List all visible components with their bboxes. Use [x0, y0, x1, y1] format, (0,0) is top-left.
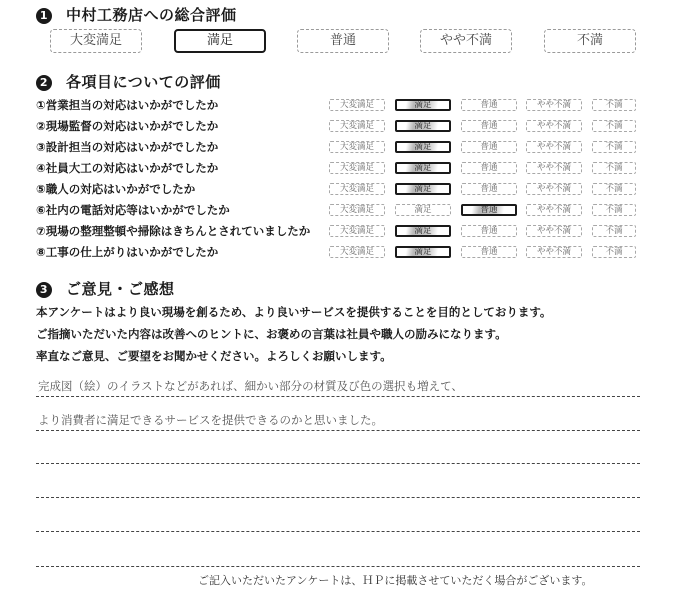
rating-option-q7-3[interactable]: 普通 [461, 225, 517, 237]
rating-option-q6-3[interactable]: 普通 [461, 204, 517, 216]
rating-option-q8-3[interactable]: 普通 [461, 246, 517, 258]
overall-option-1[interactable]: 大変満足 [50, 29, 142, 53]
section-2-title: 各項目についての評価 [66, 73, 221, 91]
section-1-title: 中村工務店への総合評価 [66, 6, 237, 24]
comment-ruled-line [36, 497, 640, 498]
rating-option-q2-1[interactable]: 大変満足 [329, 120, 385, 132]
rating-option-q1-4[interactable]: やや不満 [526, 99, 582, 111]
intro-line-2: ご指摘いただいた内容は改善へのヒントに、お褒めの言葉は社員や職人の励みになります。 [36, 327, 507, 341]
question-label-7: ⑦現場の整理整頓や掃除はきちんとされていましたか [36, 224, 311, 238]
question-label-3: ③設計担当の対応はいかがでしたか [36, 140, 219, 154]
rating-option-q1-3[interactable]: 普通 [461, 99, 517, 111]
rating-option-q5-4[interactable]: やや不満 [526, 183, 582, 195]
rating-option-q3-4[interactable]: やや不満 [526, 141, 582, 153]
rating-option-q3-3[interactable]: 普通 [461, 141, 517, 153]
rating-option-q8-4[interactable]: やや不満 [526, 246, 582, 258]
rating-option-q2-2[interactable]: 満足 [395, 120, 451, 132]
rating-option-q4-5[interactable]: 不満 [592, 162, 636, 174]
rating-option-q7-2[interactable]: 満足 [395, 225, 451, 237]
section-number-badge: 1 [36, 8, 52, 24]
rating-option-q7-5[interactable]: 不満 [592, 225, 636, 237]
question-label-2: ②現場監督の対応はいかがでしたか [36, 119, 219, 133]
rating-option-q1-1[interactable]: 大変満足 [329, 99, 385, 111]
question-label-6: ⑥社内の電話対応等はいかがでしたか [36, 203, 230, 217]
intro-line-3: 率直なご意見、ご要望をお聞かせください。よろしくお願いします。 [36, 349, 392, 363]
comment-text-line-2: より消費者に満足できるサービスを提供できるのかと思いました。 [38, 413, 383, 427]
overall-option-3[interactable]: 普通 [297, 29, 389, 53]
section-number-badge: 3 [36, 282, 52, 298]
rating-option-q6-1[interactable]: 大変満足 [329, 204, 385, 216]
section-number-badge: 2 [36, 75, 52, 91]
rating-option-q2-3[interactable]: 普通 [461, 120, 517, 132]
rating-option-q6-5[interactable]: 不満 [592, 204, 636, 216]
rating-option-q3-5[interactable]: 不満 [592, 141, 636, 153]
rating-option-q8-5[interactable]: 不満 [592, 246, 636, 258]
comment-ruled-line [36, 430, 640, 431]
rating-option-q1-5[interactable]: 不満 [592, 99, 636, 111]
rating-option-q2-4[interactable]: やや不満 [526, 120, 582, 132]
comment-ruled-line [36, 463, 640, 464]
rating-option-q3-2[interactable]: 満足 [395, 141, 451, 153]
rating-option-q5-5[interactable]: 不満 [592, 183, 636, 195]
comment-ruled-line [36, 396, 640, 397]
section-3-title: ご意見・ご感想 [66, 280, 175, 298]
rating-option-q4-1[interactable]: 大変満足 [329, 162, 385, 174]
section-1-heading [36, 4, 237, 25]
overall-option-4[interactable]: やや不満 [420, 29, 512, 53]
rating-option-q5-2[interactable]: 満足 [395, 183, 451, 195]
rating-option-q6-4[interactable]: やや不満 [526, 204, 582, 216]
overall-option-2[interactable]: 満足 [174, 29, 266, 53]
rating-option-q4-2[interactable]: 満足 [395, 162, 451, 174]
rating-option-q6-2[interactable]: 満足 [395, 204, 451, 216]
section-2-heading [36, 71, 221, 92]
rating-option-q2-5[interactable]: 不満 [592, 120, 636, 132]
footer-note: ご記入いただいたアンケートは、ＨＰに掲載させていただく場合がございます。 [198, 574, 593, 587]
section-3-heading [36, 278, 175, 299]
rating-option-q3-1[interactable]: 大変満足 [329, 141, 385, 153]
rating-option-q1-2[interactable]: 満足 [395, 99, 451, 111]
rating-option-q4-4[interactable]: やや不満 [526, 162, 582, 174]
question-label-4: ④社員大工の対応はいかがでしたか [36, 161, 219, 175]
rating-option-q4-3[interactable]: 普通 [461, 162, 517, 174]
comment-text-line-1: 完成図（絵）のイラストなどがあれば、細かい部分の材質及び色の選択も増えて、 [38, 379, 463, 393]
comment-ruled-line [36, 531, 640, 532]
rating-option-q8-1[interactable]: 大変満足 [329, 246, 385, 258]
question-label-1: ①営業担当の対応はいかがでしたか [36, 98, 219, 112]
rating-option-q7-1[interactable]: 大変満足 [329, 225, 385, 237]
rating-option-q5-3[interactable]: 普通 [461, 183, 517, 195]
comment-ruled-line [36, 566, 640, 567]
question-label-5: ⑤職人の対応はいかがでしたか [36, 182, 196, 196]
intro-line-1: 本アンケートはより良い現場を創るため、より良いサービスを提供することを目的としております。 [36, 305, 552, 319]
rating-option-q8-2[interactable]: 満足 [395, 246, 451, 258]
rating-option-q7-4[interactable]: やや不満 [526, 225, 582, 237]
overall-option-5[interactable]: 不満 [544, 29, 636, 53]
question-label-8: ⑧工事の仕上がりはいかがでしたか [36, 245, 219, 259]
rating-option-q5-1[interactable]: 大変満足 [329, 183, 385, 195]
